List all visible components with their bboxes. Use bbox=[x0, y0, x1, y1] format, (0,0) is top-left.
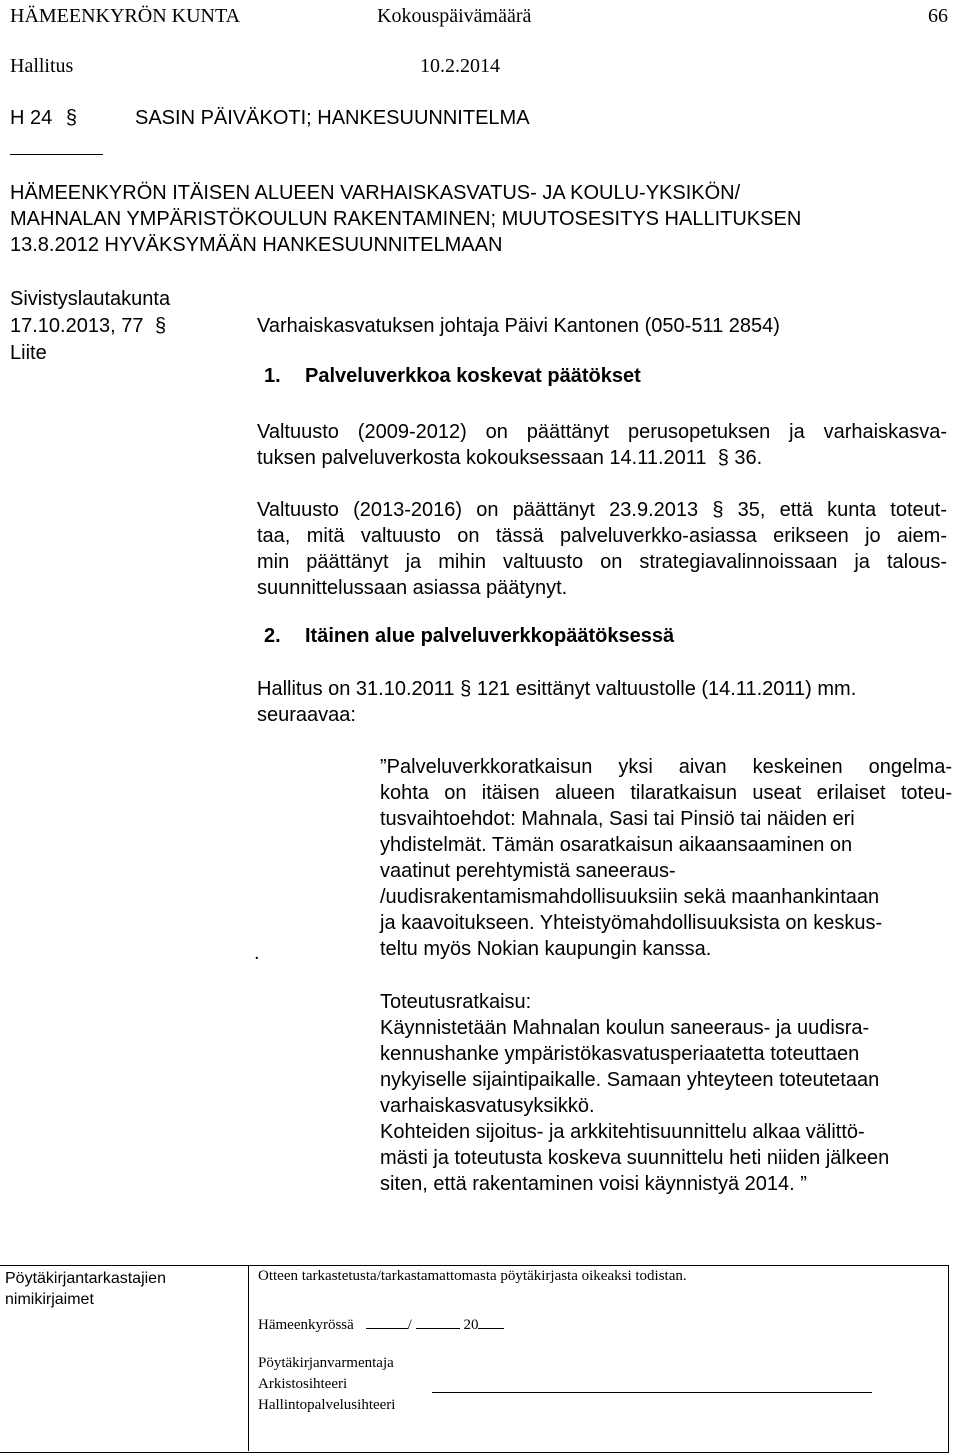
section1-paragraph2 bbox=[257, 497, 947, 601]
meeting-date-label: Kokouspäivämäärä bbox=[377, 5, 532, 27]
municipality-name: HÄMEENKYRÖN KUNTA bbox=[10, 5, 241, 27]
section-sign: § bbox=[155, 315, 167, 337]
section1-title: Palveluverkkoa koskevat päätökset bbox=[305, 365, 641, 387]
heading-line: HÄMEENKYRÖN ITÄISEN ALUEEN VARHAISKASVATUS- JA KOULU-YKSIKÖN/ bbox=[10, 182, 741, 204]
section2-intro bbox=[257, 676, 856, 728]
body-name: Hallitus bbox=[10, 55, 74, 77]
section1-number: 1. bbox=[264, 365, 281, 387]
signatory-role: Hallintopalvelusihteeri bbox=[258, 1397, 396, 1413]
section2-title: Itäinen alue palveluverkkopäätöksessä bbox=[305, 625, 675, 647]
section-sign: § bbox=[717, 447, 729, 469]
attachment-label: Liite bbox=[10, 342, 47, 364]
paragraph-line: min päättänyt ja mihin valtuusto on strategiavalinnoissaan ja talous- bbox=[257, 551, 947, 573]
quote-line: Kohteiden sijoitus- ja arkkitehtisuunnittelu alkaa välittö- bbox=[380, 1121, 865, 1143]
quote-line: Käynnistetään Mahnalan koulun saneeraus- ja uudisra- bbox=[380, 1017, 870, 1039]
paragraph-line: Valtuusto (2009-2012) on päättänyt perusopetuksen ja varhaiskasva- bbox=[257, 421, 947, 443]
signatory-role: Arkistosihteeri bbox=[258, 1376, 348, 1392]
section-sign: § bbox=[712, 499, 724, 521]
quote-line: kennushanke ympäristökasvatusperiaatetta toteuttaen bbox=[380, 1043, 860, 1065]
signatory-roles bbox=[258, 1353, 395, 1416]
quote-line: yhdistelmät. Tämän osaratkaisun aikaansaaminen on bbox=[380, 834, 853, 856]
quote-line: mästi ja toteutusta koskeva suunnittelu heti niiden jälkeen bbox=[380, 1147, 890, 1169]
date-slash: / bbox=[407, 1317, 412, 1333]
footer-left bbox=[5, 1268, 166, 1310]
committee-name: Sivistyslautakunta bbox=[10, 288, 171, 310]
paragraph-line: taa, mitä valtuusto on tässä palveluverkko-asiassa erikseen jo aiem- bbox=[257, 525, 947, 547]
place-name: Hämeenkyrössä bbox=[258, 1317, 354, 1333]
page-number: 66 bbox=[928, 5, 948, 27]
quote-line: ”Palveluverkkoratkaisun yksi aivan keskeinen ongelma- bbox=[380, 756, 952, 778]
heading-line: MAHNALAN YMPÄRISTÖKOULUN RAKENTAMINEN; MUUTOSESITYS HALLITUKSEN bbox=[10, 208, 802, 230]
committee-ref bbox=[10, 313, 166, 339]
quote-line: vaatinut perehtymistä saneeraus- bbox=[380, 860, 676, 882]
year-prefix: 20 bbox=[463, 1317, 479, 1333]
quote-subheading: Toteutusratkaisu: bbox=[380, 991, 532, 1013]
item-title: SASIN PÄIVÄKOTI; HANKESUUNNITELMA bbox=[135, 107, 530, 129]
month-blank bbox=[416, 1310, 460, 1329]
preparer: Varhaiskasvatuksen johtaja Päivi Kantonen (050-511 2854) bbox=[257, 315, 780, 337]
paragraph-text: 35, että kunta toteut- bbox=[737, 499, 947, 521]
intro-text: 121 esittänyt valtuustolle (14.11.2011) mm. bbox=[476, 678, 857, 700]
certification-text: Otteen tarkastetusta/tarkastamattomasta pöytäkirjasta oikeaksi todistan. bbox=[258, 1268, 687, 1284]
intro-line: seuraavaa: bbox=[257, 704, 356, 726]
paragraph-line bbox=[257, 497, 947, 523]
quote-line: nykyiselle sijaintipaikalle. Samaan yhteyteen toteutetaan bbox=[380, 1069, 880, 1091]
intro-text: Hallitus on 31.10.2011 bbox=[257, 678, 455, 700]
place-date-line bbox=[258, 1310, 504, 1334]
heading-line: 13.8.2012 HYVÄKSYMÄÄN HANKESUUNNITELMAAN bbox=[10, 234, 503, 256]
meeting-date: 10.2.2014 bbox=[420, 55, 500, 77]
section-sign: § bbox=[460, 678, 472, 700]
paragraph-line bbox=[257, 445, 947, 471]
margin-dot: . bbox=[254, 942, 260, 964]
quote-line: /uudisrakentamismahdollisuuksiin sekä maanhankintaan bbox=[380, 886, 880, 908]
paragraph-text: 36. bbox=[734, 447, 763, 469]
quote-line: ja kaavoitukseen. Yhteistyömahdollisuuksista on keskus- bbox=[380, 912, 883, 934]
quote-line: varhaiskasvatusyksikkö. bbox=[380, 1095, 595, 1117]
quote-line: kohta on itäisen alueen tilaratkaisun useat erilaiset toteu- bbox=[380, 782, 952, 804]
item-number bbox=[10, 105, 77, 131]
footer-left-line: nimikirjaimet bbox=[5, 1291, 94, 1308]
signatory-role: Pöytäkirjanvarmentaja bbox=[258, 1355, 394, 1371]
paragraph-line: suunnittelussaan asiassa päätynyt. bbox=[257, 577, 568, 599]
paragraph-text: Valtuusto (2013-2016) on päättänyt 23.9.2013 bbox=[257, 499, 699, 521]
day-blank bbox=[366, 1310, 408, 1329]
main-heading bbox=[10, 180, 801, 258]
footer-left-line: Pöytäkirjantarkastajien bbox=[5, 1270, 166, 1287]
section1-paragraph1 bbox=[257, 419, 947, 471]
signature-line bbox=[432, 1392, 872, 1393]
quote-line: teltu myös Nokian kaupungin kanssa. bbox=[380, 938, 712, 960]
intro-line bbox=[257, 676, 856, 702]
quote-spacer bbox=[380, 962, 952, 989]
item-number-text: H 24 bbox=[10, 107, 53, 129]
title-underline bbox=[10, 154, 103, 155]
year-blank bbox=[478, 1310, 504, 1329]
section-sign: § bbox=[65, 107, 77, 129]
footer-divider bbox=[248, 1265, 249, 1451]
committee-ref-text: 17.10.2013, 77 bbox=[10, 315, 144, 337]
quote-block bbox=[380, 754, 952, 1197]
section2-number: 2. bbox=[264, 625, 281, 647]
quote-line: siten, että rakentaminen voisi käynnistyä 2014. ” bbox=[380, 1173, 807, 1195]
quote-line: tusvaihtoehdot: Mahnala, Sasi tai Pinsiö tai näiden eri bbox=[380, 808, 855, 830]
paragraph-text: tuksen palveluverkosta kokouksessaan 14.11.2011 bbox=[257, 447, 707, 469]
